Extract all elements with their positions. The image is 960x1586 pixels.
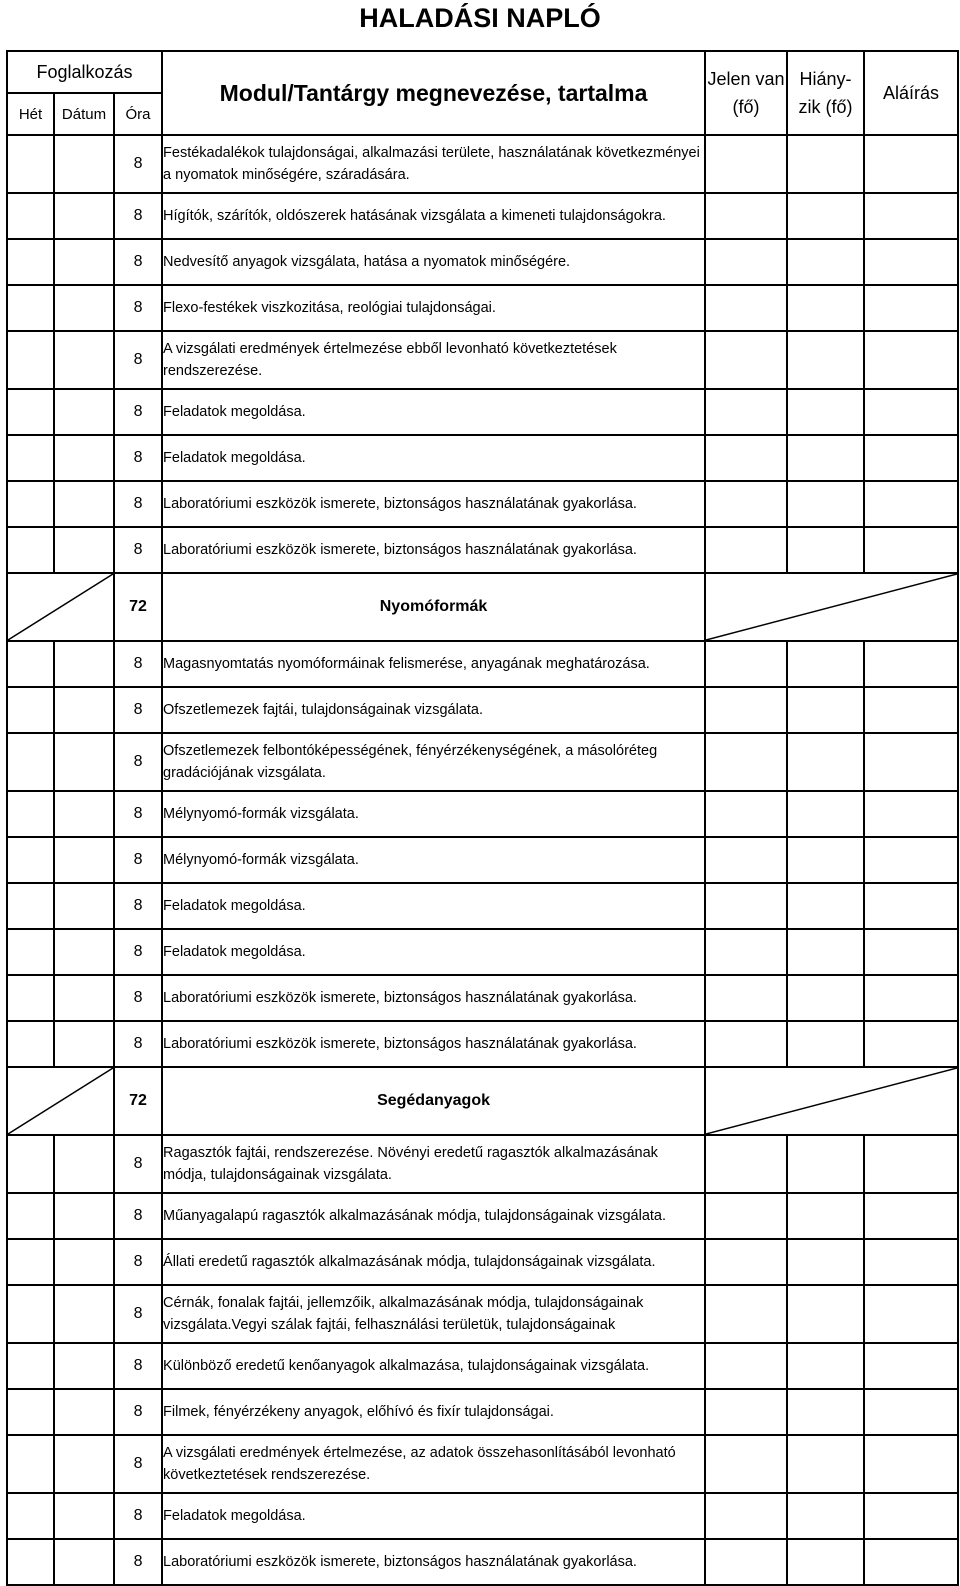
present-cell[interactable] bbox=[705, 239, 787, 285]
date-cell[interactable] bbox=[54, 837, 114, 883]
header-jelen-van-line1: Jelen van bbox=[707, 69, 785, 89]
present-cell[interactable] bbox=[705, 481, 787, 527]
signature-cell[interactable] bbox=[864, 837, 958, 883]
week-cell[interactable] bbox=[7, 527, 54, 573]
present-cell[interactable] bbox=[705, 331, 787, 389]
content-cell: Feladatok megoldása. bbox=[162, 883, 705, 929]
header-hianyzik-line1: Hiány- bbox=[799, 69, 852, 89]
week-cell[interactable] bbox=[7, 1493, 54, 1539]
week-cell[interactable] bbox=[7, 331, 54, 389]
absent-cell[interactable] bbox=[787, 1193, 864, 1239]
signature-cell[interactable] bbox=[864, 1193, 958, 1239]
hours-cell: 8 bbox=[114, 1539, 162, 1585]
date-cell[interactable] bbox=[54, 239, 114, 285]
date-cell[interactable] bbox=[54, 1021, 114, 1067]
absent-cell[interactable] bbox=[787, 1389, 864, 1435]
content-cell: Különböző eredetű kenőanyagok alkalmazása, tulajdonságainak vizsgálata. bbox=[162, 1343, 705, 1389]
signature-cell[interactable] bbox=[864, 687, 958, 733]
diagonal-line-icon bbox=[706, 1068, 957, 1134]
present-cell[interactable] bbox=[705, 1389, 787, 1435]
week-cell[interactable] bbox=[7, 285, 54, 331]
table-row bbox=[7, 975, 958, 1021]
signature-cell[interactable] bbox=[864, 193, 958, 239]
section-hours: 72 bbox=[114, 1067, 162, 1135]
week-cell[interactable] bbox=[7, 1343, 54, 1389]
page-title: HALADÁSI NAPLÓ bbox=[359, 3, 601, 33]
absent-cell[interactable] bbox=[787, 929, 864, 975]
hours-cell: 8 bbox=[114, 641, 162, 687]
week-cell[interactable] bbox=[7, 883, 54, 929]
table-row bbox=[7, 331, 958, 389]
hours-cell: 8 bbox=[114, 331, 162, 389]
content-cell: Laboratóriumi eszközök ismerete, biztonságos használatának gyakorlása. bbox=[162, 975, 705, 1021]
hours-cell: 8 bbox=[114, 883, 162, 929]
signature-cell[interactable] bbox=[864, 1435, 958, 1493]
section-diagonal-left bbox=[7, 573, 114, 641]
header-foglalkozas: Foglalkozás bbox=[7, 51, 162, 93]
present-cell[interactable] bbox=[705, 791, 787, 837]
absent-cell[interactable] bbox=[787, 1239, 864, 1285]
present-cell[interactable] bbox=[705, 1539, 787, 1585]
date-cell[interactable] bbox=[54, 641, 114, 687]
date-cell[interactable] bbox=[54, 883, 114, 929]
header-alairas: Aláírás bbox=[864, 51, 958, 135]
content-cell: Laboratóriumi eszközök ismerete, biztonságos használatának gyakorlása. bbox=[162, 1539, 705, 1585]
content-cell: Cérnák, fonalak fajtái, jellemzőik, alkalmazásának módja, tulajdonságainak vizsgálata.Vegyi szálak fajtái, felhasználási területük, tulajdonságainak bbox=[162, 1285, 705, 1343]
content-cell: Mélynyomó-formák vizsgálata. bbox=[162, 837, 705, 883]
header-modul: Modul/Tantárgy megnevezése, tartalma bbox=[162, 51, 705, 135]
hours-cell: 8 bbox=[114, 1493, 162, 1539]
present-cell[interactable] bbox=[705, 1135, 787, 1193]
hours-cell: 8 bbox=[114, 1193, 162, 1239]
table-row bbox=[7, 1021, 958, 1067]
date-cell[interactable] bbox=[54, 929, 114, 975]
signature-cell[interactable] bbox=[864, 239, 958, 285]
hours-cell: 8 bbox=[114, 193, 162, 239]
table-row bbox=[7, 687, 958, 733]
week-cell[interactable] bbox=[7, 1021, 54, 1067]
table-row bbox=[7, 1135, 958, 1193]
present-cell[interactable] bbox=[705, 435, 787, 481]
absent-cell[interactable] bbox=[787, 135, 864, 193]
hours-cell: 8 bbox=[114, 929, 162, 975]
table-row bbox=[7, 1285, 958, 1343]
content-cell: Laboratóriumi eszközök ismerete, biztonságos használatának gyakorlása. bbox=[162, 1021, 705, 1067]
table-row bbox=[7, 1193, 958, 1239]
signature-cell[interactable] bbox=[864, 1343, 958, 1389]
date-cell[interactable] bbox=[54, 1493, 114, 1539]
absent-cell[interactable] bbox=[787, 331, 864, 389]
content-cell: Műanyagalapú ragasztók alkalmazásának módja, tulajdonságainak vizsgálata. bbox=[162, 1193, 705, 1239]
content-cell: Festékadalékok tulajdonságai, alkalmazási területe, használatának következményei a nyomatok minőségére, száradására. bbox=[162, 135, 705, 193]
signature-cell[interactable] bbox=[864, 435, 958, 481]
table-row bbox=[7, 1239, 958, 1285]
date-cell[interactable] bbox=[54, 135, 114, 193]
present-cell[interactable] bbox=[705, 1493, 787, 1539]
absent-cell[interactable] bbox=[787, 837, 864, 883]
content-cell: A vizsgálati eredmények értelmezése, az adatok összehasonlításából levonható következtetések rendszerezése. bbox=[162, 1435, 705, 1493]
header-jelen-van-line2: (fő) bbox=[732, 97, 760, 117]
week-cell[interactable] bbox=[7, 733, 54, 791]
absent-cell[interactable] bbox=[787, 193, 864, 239]
hours-cell: 8 bbox=[114, 1343, 162, 1389]
content-cell: Flexo-festékek viszkozitása, reológiai tulajdonságai. bbox=[162, 285, 705, 331]
date-cell[interactable] bbox=[54, 1193, 114, 1239]
absent-cell[interactable] bbox=[787, 641, 864, 687]
hours-cell: 8 bbox=[114, 975, 162, 1021]
section-diagonal-left bbox=[7, 1067, 114, 1135]
diagonal-line-icon bbox=[706, 574, 957, 640]
absent-cell[interactable] bbox=[787, 527, 864, 573]
table-row bbox=[7, 1539, 958, 1585]
present-cell[interactable] bbox=[705, 527, 787, 573]
content-cell: Feladatok megoldása. bbox=[162, 435, 705, 481]
table-row bbox=[7, 1435, 958, 1493]
header-hianyzik-line2: zik (fő) bbox=[798, 97, 853, 117]
signature-cell[interactable] bbox=[864, 1285, 958, 1343]
week-cell[interactable] bbox=[7, 135, 54, 193]
date-cell[interactable] bbox=[54, 331, 114, 389]
table-row bbox=[7, 1389, 958, 1435]
signature-cell[interactable] bbox=[864, 1021, 958, 1067]
table-row bbox=[7, 641, 958, 687]
table-row bbox=[7, 883, 958, 929]
week-cell[interactable] bbox=[7, 481, 54, 527]
signature-cell[interactable] bbox=[864, 975, 958, 1021]
table-row bbox=[7, 1493, 958, 1539]
progress-log-table bbox=[6, 50, 959, 1586]
present-cell[interactable] bbox=[705, 1435, 787, 1493]
absent-cell[interactable] bbox=[787, 389, 864, 435]
signature-cell[interactable] bbox=[864, 1493, 958, 1539]
section-diagonal-right bbox=[705, 573, 958, 641]
content-cell: Állati eredetű ragasztók alkalmazásának módja, tulajdonságainak vizsgálata. bbox=[162, 1239, 705, 1285]
week-cell[interactable] bbox=[7, 1389, 54, 1435]
hours-cell: 8 bbox=[114, 1285, 162, 1343]
section-row-segedanyagok bbox=[7, 1067, 958, 1135]
table-row bbox=[7, 791, 958, 837]
week-cell[interactable] bbox=[7, 193, 54, 239]
content-cell: Feladatok megoldása. bbox=[162, 389, 705, 435]
absent-cell[interactable] bbox=[787, 733, 864, 791]
week-cell[interactable] bbox=[7, 435, 54, 481]
signature-cell[interactable] bbox=[864, 1239, 958, 1285]
present-cell[interactable] bbox=[705, 285, 787, 331]
absent-cell[interactable] bbox=[787, 1021, 864, 1067]
header-datum: Dátum bbox=[54, 93, 114, 135]
table-row bbox=[7, 135, 958, 193]
hours-cell: 8 bbox=[114, 1389, 162, 1435]
hours-cell: 8 bbox=[114, 135, 162, 193]
table-row bbox=[7, 389, 958, 435]
table-row bbox=[7, 193, 958, 239]
hours-cell: 8 bbox=[114, 389, 162, 435]
absent-cell[interactable] bbox=[787, 791, 864, 837]
absent-cell[interactable] bbox=[787, 285, 864, 331]
table-row bbox=[7, 239, 958, 285]
absent-cell[interactable] bbox=[787, 883, 864, 929]
content-cell: Ofszetlemezek fajtái, tulajdonságainak vizsgálata. bbox=[162, 687, 705, 733]
present-cell[interactable] bbox=[705, 193, 787, 239]
section-title: Nyomóformák bbox=[162, 573, 705, 641]
week-cell[interactable] bbox=[7, 239, 54, 285]
table-row bbox=[7, 435, 958, 481]
signature-cell[interactable] bbox=[864, 285, 958, 331]
content-cell: Laboratóriumi eszközök ismerete, biztonságos használatának gyakorlása. bbox=[162, 527, 705, 573]
absent-cell[interactable] bbox=[787, 1539, 864, 1585]
present-cell[interactable] bbox=[705, 1343, 787, 1389]
content-cell: Filmek, fényérzékeny anyagok, előhívó és fixír tulajdonságai. bbox=[162, 1389, 705, 1435]
week-cell[interactable] bbox=[7, 1135, 54, 1193]
signature-cell[interactable] bbox=[864, 481, 958, 527]
date-cell[interactable] bbox=[54, 791, 114, 837]
present-cell[interactable] bbox=[705, 883, 787, 929]
absent-cell[interactable] bbox=[787, 1493, 864, 1539]
hours-cell: 8 bbox=[114, 1435, 162, 1493]
signature-cell[interactable] bbox=[864, 1389, 958, 1435]
absent-cell[interactable] bbox=[787, 1343, 864, 1389]
content-cell: Magasnyomtatás nyomóformáinak felismerése, anyagának meghatározása. bbox=[162, 641, 705, 687]
header-het: Hét bbox=[7, 93, 54, 135]
table-row bbox=[7, 481, 958, 527]
table-row bbox=[7, 837, 958, 883]
date-cell[interactable] bbox=[54, 527, 114, 573]
date-cell[interactable] bbox=[54, 285, 114, 331]
hours-cell: 8 bbox=[114, 837, 162, 883]
content-cell: Feladatok megoldása. bbox=[162, 1493, 705, 1539]
week-cell[interactable] bbox=[7, 975, 54, 1021]
content-cell: A vizsgálati eredmények értelmezése ebből levonható következtetések rendszerezése. bbox=[162, 331, 705, 389]
table-row bbox=[7, 527, 958, 573]
date-cell[interactable] bbox=[54, 687, 114, 733]
hours-cell: 8 bbox=[114, 733, 162, 791]
absent-cell[interactable] bbox=[787, 1435, 864, 1493]
week-cell[interactable] bbox=[7, 1285, 54, 1343]
present-cell[interactable] bbox=[705, 1285, 787, 1343]
date-cell[interactable] bbox=[54, 481, 114, 527]
absent-cell[interactable] bbox=[787, 687, 864, 733]
week-cell[interactable] bbox=[7, 1539, 54, 1585]
hours-cell: 8 bbox=[114, 527, 162, 573]
week-cell[interactable] bbox=[7, 641, 54, 687]
signature-cell[interactable] bbox=[864, 389, 958, 435]
present-cell[interactable] bbox=[705, 1193, 787, 1239]
present-cell[interactable] bbox=[705, 975, 787, 1021]
date-cell[interactable] bbox=[54, 1343, 114, 1389]
present-cell[interactable] bbox=[705, 641, 787, 687]
present-cell[interactable] bbox=[705, 389, 787, 435]
hours-cell: 8 bbox=[114, 1135, 162, 1193]
header-row-1 bbox=[7, 51, 958, 93]
absent-cell[interactable] bbox=[787, 1285, 864, 1343]
content-cell: Ofszetlemezek felbontóképességének, fényérzékenységének, a másolóréteg gradációjának vizsgálata. bbox=[162, 733, 705, 791]
signature-cell[interactable] bbox=[864, 135, 958, 193]
date-cell[interactable] bbox=[54, 975, 114, 1021]
date-cell[interactable] bbox=[54, 1285, 114, 1343]
table-row bbox=[7, 285, 958, 331]
hours-cell: 8 bbox=[114, 1239, 162, 1285]
table-row bbox=[7, 929, 958, 975]
date-cell[interactable] bbox=[54, 435, 114, 481]
section-title: Segédanyagok bbox=[162, 1067, 705, 1135]
present-cell[interactable] bbox=[705, 929, 787, 975]
signature-cell[interactable] bbox=[864, 1135, 958, 1193]
signature-cell[interactable] bbox=[864, 733, 958, 791]
week-cell[interactable] bbox=[7, 389, 54, 435]
hours-cell: 8 bbox=[114, 1021, 162, 1067]
absent-cell[interactable] bbox=[787, 481, 864, 527]
section-diagonal-right bbox=[705, 1067, 958, 1135]
date-cell[interactable] bbox=[54, 1539, 114, 1585]
signature-cell[interactable] bbox=[864, 331, 958, 389]
date-cell[interactable] bbox=[54, 1435, 114, 1493]
present-cell[interactable] bbox=[705, 1239, 787, 1285]
signature-cell[interactable] bbox=[864, 641, 958, 687]
present-cell[interactable] bbox=[705, 837, 787, 883]
date-cell[interactable] bbox=[54, 193, 114, 239]
week-cell[interactable] bbox=[7, 791, 54, 837]
section-hours: 72 bbox=[114, 573, 162, 641]
content-cell: Nedvesítő anyagok vizsgálata, hatása a nyomatok minőségére. bbox=[162, 239, 705, 285]
week-cell[interactable] bbox=[7, 1435, 54, 1493]
date-cell[interactable] bbox=[54, 1389, 114, 1435]
present-cell[interactable] bbox=[705, 135, 787, 193]
table-row bbox=[7, 1343, 958, 1389]
content-cell: Mélynyomó-formák vizsgálata. bbox=[162, 791, 705, 837]
header-hianyzik bbox=[787, 51, 864, 135]
absent-cell[interactable] bbox=[787, 239, 864, 285]
date-cell[interactable] bbox=[54, 733, 114, 791]
date-cell[interactable] bbox=[54, 1135, 114, 1193]
hours-cell: 8 bbox=[114, 239, 162, 285]
diagonal-line-icon bbox=[8, 1068, 113, 1134]
date-cell[interactable] bbox=[54, 1239, 114, 1285]
hours-cell: 8 bbox=[114, 435, 162, 481]
hours-cell: 8 bbox=[114, 687, 162, 733]
week-cell[interactable] bbox=[7, 687, 54, 733]
table-row bbox=[7, 733, 958, 791]
hours-cell: 8 bbox=[114, 791, 162, 837]
absent-cell[interactable] bbox=[787, 975, 864, 1021]
absent-cell[interactable] bbox=[787, 1135, 864, 1193]
absent-cell[interactable] bbox=[787, 435, 864, 481]
signature-cell[interactable] bbox=[864, 929, 958, 975]
signature-cell[interactable] bbox=[864, 527, 958, 573]
diagonal-line-icon bbox=[8, 574, 113, 640]
signature-cell[interactable] bbox=[864, 883, 958, 929]
header-ora: Óra bbox=[114, 93, 162, 135]
week-cell[interactable] bbox=[7, 1239, 54, 1285]
hours-cell: 8 bbox=[114, 285, 162, 331]
signature-cell[interactable] bbox=[864, 791, 958, 837]
section-row-nyomoformak bbox=[7, 573, 958, 641]
hours-cell: 8 bbox=[114, 481, 162, 527]
date-cell[interactable] bbox=[54, 389, 114, 435]
present-cell[interactable] bbox=[705, 687, 787, 733]
header-jelen-van bbox=[705, 51, 787, 135]
content-cell: Ragasztók fajtái, rendszerezése. Növényi eredetű ragasztók alkalmazásának módja, tulajdonságainak vizsgálata. bbox=[162, 1135, 705, 1193]
content-cell: Laboratóriumi eszközök ismerete, biztonságos használatának gyakorlása. bbox=[162, 481, 705, 527]
signature-cell[interactable] bbox=[864, 1539, 958, 1585]
present-cell[interactable] bbox=[705, 1021, 787, 1067]
content-cell: Feladatok megoldása. bbox=[162, 929, 705, 975]
week-cell[interactable] bbox=[7, 1193, 54, 1239]
content-cell: Hígítók, szárítók, oldószerek hatásának vizsgálata a kimeneti tulajdonságokra. bbox=[162, 193, 705, 239]
week-cell[interactable] bbox=[7, 837, 54, 883]
present-cell[interactable] bbox=[705, 733, 787, 791]
week-cell[interactable] bbox=[7, 929, 54, 975]
